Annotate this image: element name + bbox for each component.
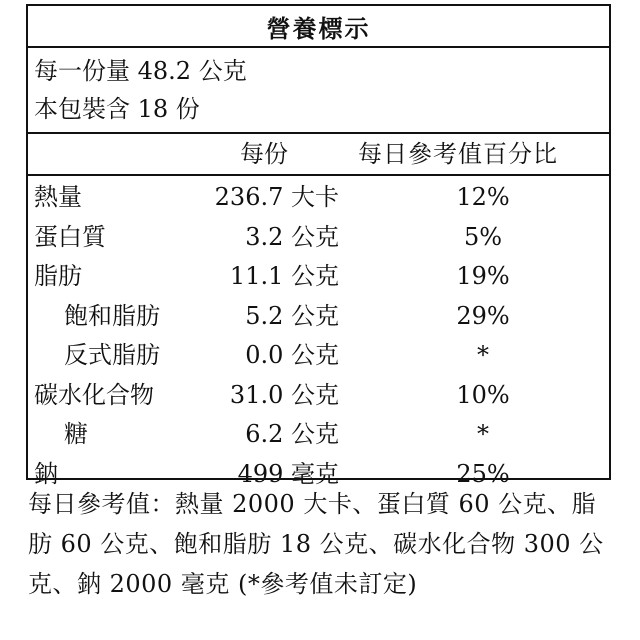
- nutrient-row-fat: [28, 257, 609, 297]
- nutrient-daily-value: *: [477, 420, 489, 448]
- nutrient-amount: 31.0 公克: [229, 380, 339, 409]
- nutrient-amount: 5.2 公克: [245, 301, 339, 330]
- servings-per-package: 本包裝含 18 份: [34, 95, 200, 123]
- nutrient-rows: [28, 176, 609, 494]
- nutrient-amount: 0.0 公克: [245, 341, 339, 369]
- nutrient-name: 糖: [64, 420, 88, 448]
- nutrient-row-trans-fat: [28, 336, 609, 376]
- nutrient-name: 蛋白質: [34, 222, 106, 251]
- nutrient-daily-value: 5%: [463, 222, 503, 251]
- label-title: 營養標示: [28, 6, 609, 48]
- nutrient-amount: 236.7 大卡: [214, 183, 339, 211]
- nutrient-amount: 499 毫克: [237, 459, 339, 488]
- nutrient-row-carbohydrate: [28, 376, 609, 416]
- nutrient-row-sugar: [28, 415, 609, 455]
- nutrient-row-calories: [28, 178, 609, 218]
- nutrient-row-protein: [28, 218, 609, 258]
- nutrient-daily-value: 25%: [456, 459, 510, 488]
- nutrition-label: [26, 4, 611, 488]
- nutrient-name: 熱量: [34, 183, 82, 211]
- serving-size: 每一份量 48.2 公克: [34, 57, 247, 85]
- daily-value-footnote: 每日參考值：熱量 2000 大卡、蛋白質 60 公克、脂肪 60 公克、飽和脂肪 18 公克、碳水化合物 300 公克、鈉 2000 毫克 (*參考值未訂定): [28, 490, 604, 598]
- column-header-per-serving: 每份: [240, 140, 288, 168]
- nutrient-daily-value: 10%: [456, 380, 510, 409]
- nutrient-name: 鈉: [34, 459, 58, 488]
- nutrient-amount: 3.2 公克: [245, 222, 339, 251]
- nutrient-name: 反式脂肪: [64, 341, 160, 369]
- nutrient-amount: 11.1 公克: [229, 262, 339, 290]
- nutrient-name: 脂肪: [34, 262, 82, 290]
- column-header-daily-value: 每日參考值百分比: [358, 140, 558, 168]
- nutrient-daily-value: 29%: [456, 301, 510, 330]
- nutrient-daily-value: *: [477, 341, 489, 369]
- serving-info: [28, 48, 609, 134]
- column-header-row: [28, 134, 609, 176]
- nutrient-daily-value: 12%: [456, 183, 510, 211]
- nutrient-name: 碳水化合物: [34, 380, 154, 409]
- nutrient-name: 飽和脂肪: [64, 301, 160, 330]
- nutrient-daily-value: 19%: [456, 262, 510, 290]
- nutrient-amount: 6.2 公克: [245, 420, 339, 448]
- nutrient-row-saturated-fat: [28, 297, 609, 337]
